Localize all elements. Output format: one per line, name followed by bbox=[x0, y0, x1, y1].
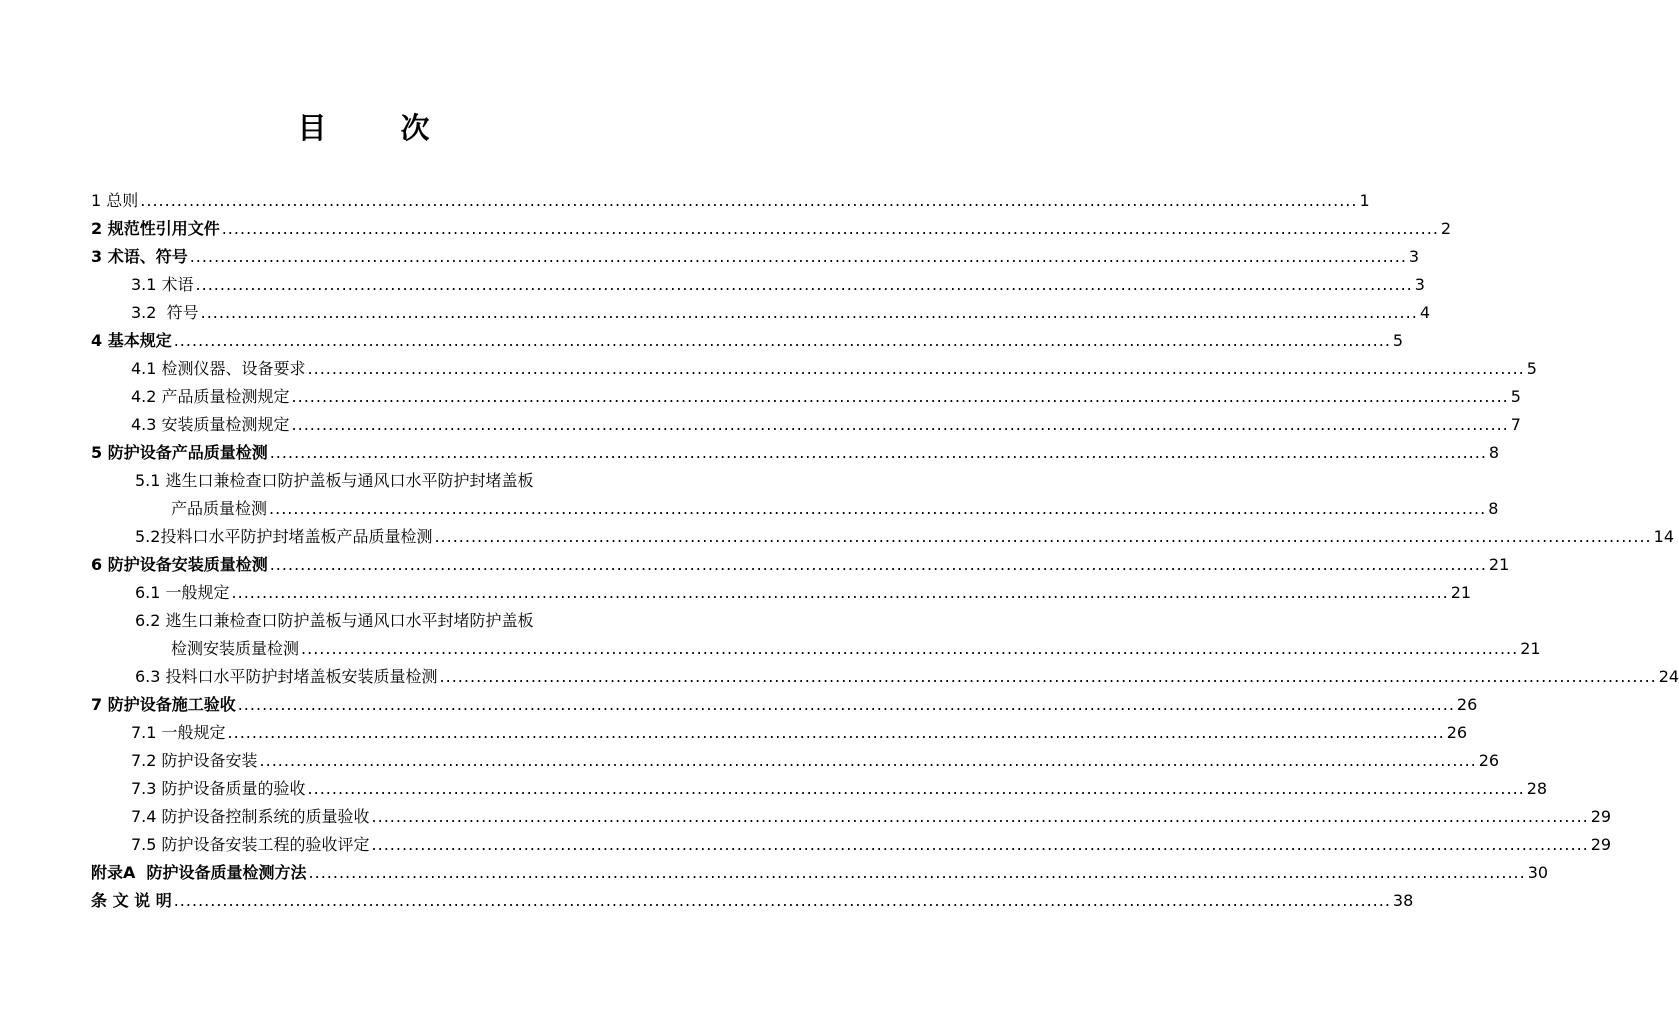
toc-entry-7-1[interactable] bbox=[131, 723, 1468, 743]
toc-entry-appendix-a[interactable] bbox=[91, 863, 1549, 883]
toc-entry-label: 3.1 术语 bbox=[131, 275, 194, 294]
dot-leader: ........................................................................................................................................................................................................ bbox=[231, 583, 1449, 602]
toc-entry-page: 4 bbox=[1419, 303, 1430, 322]
toc-entry-page: 8 bbox=[1488, 499, 1499, 518]
toc-entry-6-2-line1[interactable]: 6.2 逃生口兼检查口防护盖板与通风口水平封堵防护盖板 bbox=[135, 611, 534, 630]
toc-entry-5-2[interactable] bbox=[135, 527, 1674, 547]
toc-entry-page: 30 bbox=[1527, 863, 1549, 882]
dot-leader: ........................................................................................................................................................................................................ bbox=[291, 415, 1509, 434]
toc-entry-page: 29 bbox=[1590, 807, 1612, 826]
toc-entry-4-1[interactable] bbox=[131, 359, 1537, 379]
toc-entry-page: 21 bbox=[1520, 639, 1541, 658]
toc-entry-label: 6.3 投料口水平防护封堵盖板安装质量检测 bbox=[135, 667, 438, 686]
page-title: 目 次 bbox=[297, 111, 462, 145]
toc-entry-5[interactable] bbox=[91, 443, 1500, 463]
toc-entry-3[interactable] bbox=[91, 247, 1420, 267]
toc-entry-page: 29 bbox=[1590, 835, 1612, 854]
toc-entry-label: 条 文 说 明 bbox=[91, 891, 172, 910]
toc-entry-page: 38 bbox=[1392, 891, 1414, 910]
toc-entry-label: 7.3 防护设备质量的验收 bbox=[131, 779, 306, 798]
toc-entry-label: 1 总则 bbox=[91, 191, 139, 210]
toc-entry-label: 5.2投料口水平防护封堵盖板产品质量检测 bbox=[135, 527, 433, 546]
toc-entry-label: 附录A 防护设备质量检测方法 bbox=[91, 863, 307, 882]
toc-entry-page: 21 bbox=[1488, 555, 1510, 574]
toc-entry-commentary[interactable] bbox=[91, 891, 1414, 911]
toc-entry-5-1-line1[interactable]: 5.1 逃生口兼检查口防护盖板与通风口水平防护封堵盖板 bbox=[135, 471, 534, 490]
toc-entry-2[interactable] bbox=[91, 219, 1452, 239]
dot-leader: ........................................................................................................................................................................................................ bbox=[434, 527, 1652, 546]
toc-entry-page: 14 bbox=[1653, 527, 1674, 546]
toc-entry-4[interactable] bbox=[91, 331, 1404, 351]
toc-entry-6-1[interactable] bbox=[135, 583, 1472, 603]
toc-entry-label: 6 防护设备安装质量检测 bbox=[91, 555, 268, 574]
toc-entry-1[interactable] bbox=[91, 191, 1370, 211]
toc-entry-label: 检测安装质量检测 bbox=[171, 639, 300, 658]
dot-leader: ........................................................................................................................................................................................................ bbox=[371, 835, 1589, 854]
toc-entry-7[interactable] bbox=[91, 695, 1478, 715]
toc-entry-page: 8 bbox=[1488, 443, 1500, 462]
dot-leader: ........................................................................................................................................................................................................ bbox=[227, 723, 1445, 742]
toc-entry-label: 4.2 产品质量检测规定 bbox=[131, 387, 290, 406]
dot-leader: ........................................................................................................................................................................................................ bbox=[308, 863, 1526, 882]
toc-entry-5-1[interactable] bbox=[171, 499, 1499, 519]
toc-entry-7-3[interactable] bbox=[131, 779, 1548, 799]
toc-entry-label: 7.4 防护设备控制系统的质量验收 bbox=[131, 807, 370, 826]
toc-entry-page: 26 bbox=[1456, 695, 1478, 714]
toc-entry-page: 24 bbox=[1658, 667, 1679, 686]
dot-leader: ........................................................................................................................................................................................................ bbox=[200, 303, 1418, 322]
toc-entry-3-2[interactable] bbox=[131, 303, 1430, 323]
dot-leader: ........................................................................................................................................................................................................ bbox=[195, 275, 1413, 294]
toc-entry-6[interactable] bbox=[91, 555, 1510, 575]
dot-leader: ........................................................................................................................................................................................................ bbox=[301, 639, 1519, 658]
dot-leader: ........................................................................................................................................................................................................ bbox=[173, 331, 1391, 350]
toc-entry-4-3[interactable] bbox=[131, 415, 1521, 435]
toc-entry-label: 3 术语、符号 bbox=[91, 247, 188, 266]
toc-entry-label: 6.1 一般规定 bbox=[135, 583, 230, 602]
dot-leader: ........................................................................................................................................................................................................ bbox=[259, 751, 1477, 770]
dot-leader: ........................................................................................................................................................................................................ bbox=[221, 219, 1439, 238]
toc-entry-label: 4.3 安装质量检测规定 bbox=[131, 415, 290, 434]
toc-entry-page: 5 bbox=[1392, 331, 1404, 350]
toc-entry-page: 21 bbox=[1450, 583, 1472, 602]
toc-entry-label: 2 规范性引用文件 bbox=[91, 219, 220, 238]
dot-leader: ........................................................................................................................................................................................................ bbox=[269, 443, 1487, 462]
toc-entry-page: 26 bbox=[1478, 751, 1500, 770]
toc-entry-label: 7 防护设备施工验收 bbox=[91, 695, 236, 714]
dot-leader: ........................................................................................................................................................................................................ bbox=[140, 191, 1358, 210]
toc-entry-7-4[interactable] bbox=[131, 807, 1612, 827]
toc-entry-4-2[interactable] bbox=[131, 387, 1521, 407]
toc-entry-page: 5 bbox=[1510, 387, 1521, 406]
toc-entry-label: 7.2 防护设备安装 bbox=[131, 751, 258, 770]
dot-leader: ........................................................................................................................................................................................................ bbox=[291, 387, 1509, 406]
dot-leader: ........................................................................................................................................................................................................ bbox=[189, 247, 1407, 266]
toc-entry-6-2[interactable] bbox=[171, 639, 1541, 659]
toc-entry-label: 7.1 一般规定 bbox=[131, 723, 226, 742]
toc-entry-3-1[interactable] bbox=[131, 275, 1425, 295]
dot-leader: ........................................................................................................................................................................................................ bbox=[237, 695, 1455, 714]
dot-leader: ........................................................................................................................................................................................................ bbox=[439, 667, 1657, 686]
toc-entry-label: 3.2 符号 bbox=[131, 303, 199, 322]
dot-leader: ........................................................................................................................................................................................................ bbox=[173, 891, 1391, 910]
toc-entry-7-2[interactable] bbox=[131, 751, 1500, 771]
toc-entry-7-5[interactable] bbox=[131, 835, 1612, 855]
toc-entry-page: 2 bbox=[1440, 219, 1452, 238]
toc-entry-page: 28 bbox=[1526, 779, 1548, 798]
toc-entry-label: 4 基本规定 bbox=[91, 331, 172, 350]
toc-entry-page: 26 bbox=[1446, 723, 1468, 742]
toc-entry-page: 3 bbox=[1414, 275, 1425, 294]
toc-entry-page: 1 bbox=[1359, 191, 1370, 210]
dot-leader: ........................................................................................................................................................................................................ bbox=[371, 807, 1589, 826]
toc-entry-page: 3 bbox=[1408, 247, 1420, 266]
toc-entry-label: 5 防护设备产品质量检测 bbox=[91, 443, 268, 462]
toc-entry-label: 4.1 检测仪器、设备要求 bbox=[131, 359, 306, 378]
dot-leader: ........................................................................................................................................................................................................ bbox=[269, 499, 1487, 518]
toc-entry-label: 产品质量检测 bbox=[171, 499, 268, 518]
dot-leader: ........................................................................................................................................................................................................ bbox=[307, 779, 1525, 798]
dot-leader: ........................................................................................................................................................................................................ bbox=[269, 555, 1487, 574]
toc-entry-page: 7 bbox=[1510, 415, 1521, 434]
toc-entry-6-3[interactable] bbox=[135, 667, 1679, 687]
toc-entry-label: 7.5 防护设备安装工程的验收评定 bbox=[131, 835, 370, 854]
dot-leader: ........................................................................................................................................................................................................ bbox=[307, 359, 1525, 378]
toc-entry-page: 5 bbox=[1526, 359, 1537, 378]
